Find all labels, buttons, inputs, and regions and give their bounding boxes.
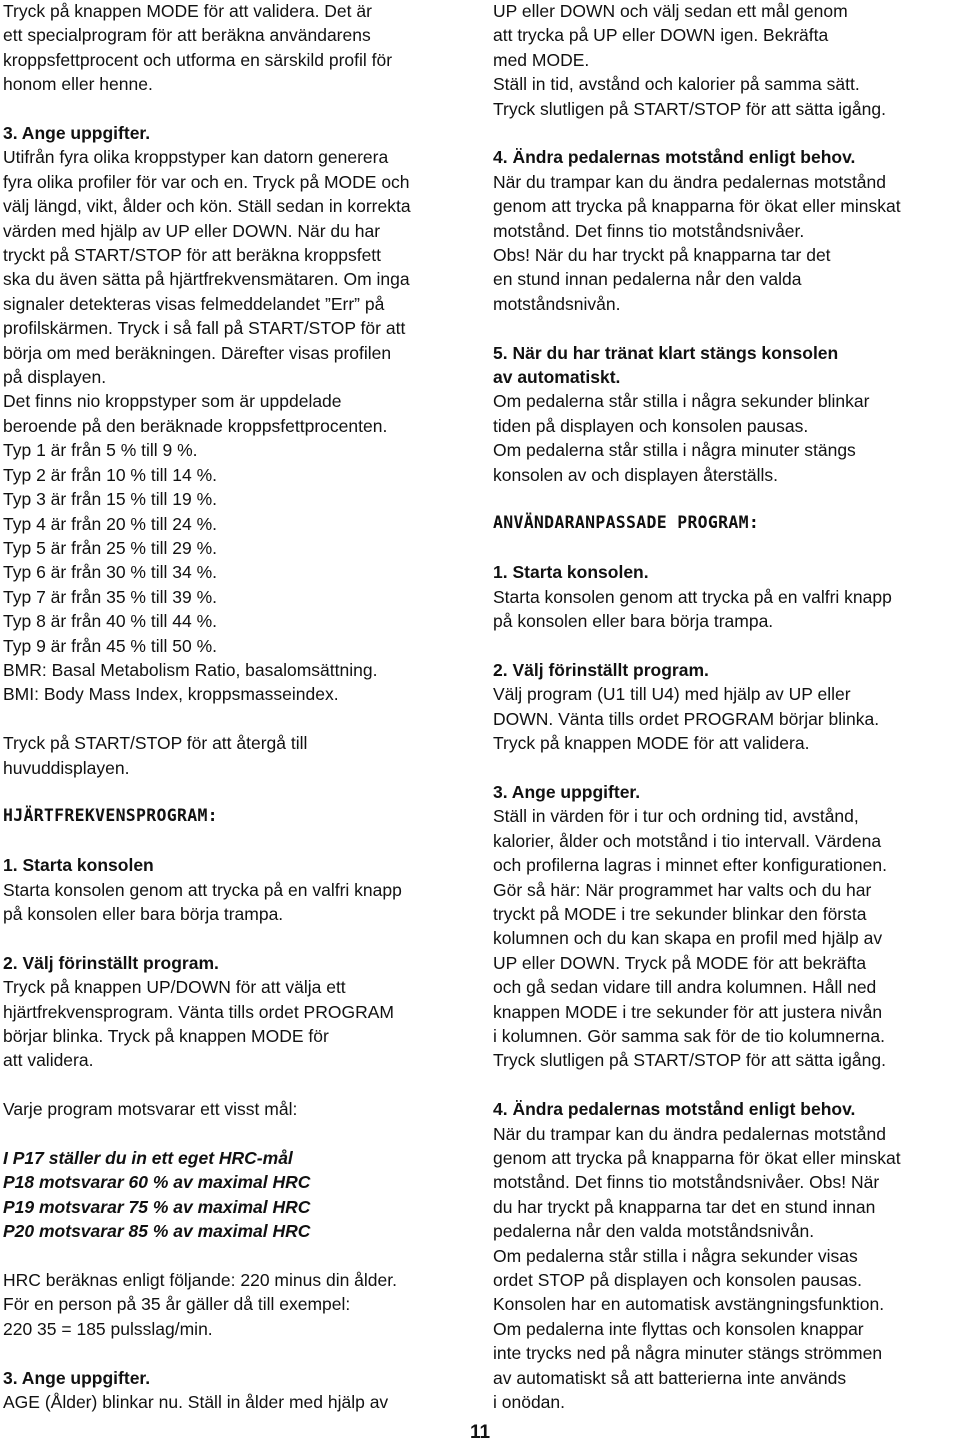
text-line: Det finns nio kroppstyper som är uppdelade <box>3 391 342 412</box>
text-line: BMR: Basal Metabolism Ratio, basalomsättning. <box>3 659 378 680</box>
text-line: Tryck på knappen UP/DOWN för att välja ett <box>3 977 346 998</box>
section-heading: 1. Starta konsolen. <box>493 562 649 583</box>
text-line: När du trampar kan du ändra pedalernas motstånd <box>493 1123 887 1144</box>
text-line: Typ 9 är från 45 % till 50 %. <box>3 635 217 656</box>
text-line: Om pedalerna står stilla i några minuter stängs <box>493 440 856 461</box>
text-line: ska du även sätta på hjärtfrekvensmätaren. Om inga <box>3 269 410 290</box>
section-heading: 3. Ange uppgifter. <box>3 123 151 144</box>
text-line: knappen MODE i tre sekunder för att justera nivån <box>493 1001 883 1022</box>
text-line: i onödan. <box>493 1392 566 1413</box>
text-line: huvuddisplayen. <box>3 757 130 778</box>
text-line: kolumnen och du kan skapa en profil med hjälp av <box>493 928 883 949</box>
text-line: BMI: Body Mass Index, kroppsmasseindex. <box>3 684 339 705</box>
text-line: Tryck slutligen på START/STOP för att sätta igång. <box>493 1050 886 1071</box>
section-heading: 4. Ändra pedalernas motstånd enligt behov. <box>493 1099 856 1120</box>
text-line: Tryck på knappen MODE för att validera. <box>493 733 810 754</box>
text-line: Typ 8 är från 40 % till 44 %. <box>3 611 217 632</box>
text-line: tiden på displayen och konsolen pausas. <box>493 415 809 436</box>
text-line: Typ 1 är från 5 % till 9 %. <box>3 440 198 461</box>
section-heading: av automatiskt. <box>493 367 621 388</box>
text-line: börjar blinka. Tryck på knappen MODE för <box>3 1025 329 1046</box>
section-heading: 4. Ändra pedalernas motstånd enligt behov. <box>493 147 856 168</box>
text-block <box>3 853 478 926</box>
text-line: motståndsnivån. <box>493 293 621 314</box>
left-column <box>3 0 478 1439</box>
section-heading: 1. Starta konsolen <box>3 855 154 876</box>
text-line: ordet STOP på displayen och konsolen pausas. <box>493 1270 863 1291</box>
text-line: kroppsfettprocent och utforma en särskild profil för <box>3 49 393 70</box>
section-heading: 5. När du har tränat klart stängs konsolen <box>493 342 839 363</box>
text-line: HRC beräknas enligt följande: 220 minus din ålder. <box>3 1270 397 1290</box>
text-line: på displayen. <box>3 367 107 388</box>
text-line: motstånd. Det finns tio motståndsnivåer. Obs! När <box>493 1172 880 1193</box>
right-column <box>493 0 960 1439</box>
text-line: värden med hjälp av UP eller DOWN. När du har <box>3 220 381 241</box>
text-line: Tryck på knappen MODE för att validera. Det är <box>3 1 372 21</box>
text-line: och profilerna lagras i minnet efter konfigurationen. <box>493 855 887 876</box>
text-block <box>3 1366 478 1415</box>
text-line: tryckt på START/STOP för att beräkna kroppsfett <box>3 245 382 266</box>
text-line: P19 motsvarar 75 % av maximal HRC <box>3 1196 311 1217</box>
text-line: ett specialprogram för att beräkna användarens <box>3 25 371 46</box>
text-line: genom att trycka på knapparna för ökat eller minskat <box>493 1147 901 1168</box>
text-line: på konsolen eller bara börja trampa. <box>3 903 284 924</box>
text-line: av automatiskt så att batterierna inte används <box>493 1367 847 1388</box>
text-line: hjärtfrekvensprogram. Vänta tills ordet PROGRAM <box>3 1001 394 1022</box>
section-heading: 2. Välj förinställt program. <box>3 952 219 973</box>
text-line: Om pedalerna inte flyttas och konsolen knappar <box>493 1318 864 1339</box>
text-block <box>3 0 478 97</box>
text-block <box>493 1097 960 1414</box>
text-line: Typ 4 är från 20 % till 24 %. <box>3 513 217 534</box>
text-line: inte trycks ned på några minuter stängs strömmen <box>493 1343 883 1364</box>
text-block <box>3 804 478 828</box>
section-heading: 3. Ange uppgifter. <box>3 1367 151 1388</box>
text-line: med MODE. <box>493 49 590 70</box>
text-line: motstånd. Det finns tio motståndsnivåer. <box>493 220 805 241</box>
text-line: Om pedalerna står stilla i några sekunder visas <box>493 1245 858 1266</box>
text-block <box>493 560 960 633</box>
text-block <box>493 0 960 121</box>
text-line: Tryck på START/STOP för att återgå till <box>3 733 308 754</box>
text-line: honom eller henne. <box>3 74 153 95</box>
text-line: När du trampar kan du ändra pedalernas motstånd <box>493 171 887 192</box>
text-line: signaler detekteras visas felmeddelandet ”Err” på <box>3 293 385 314</box>
text-line: Starta konsolen genom att trycka på en valfri knapp <box>493 586 892 607</box>
text-line: Gör så här: När programmet har valts och du har <box>493 879 872 900</box>
text-block <box>3 1146 478 1244</box>
text-line: att trycka på UP eller DOWN igen. Bekräfta <box>493 25 829 46</box>
text-line: Starta konsolen genom att trycka på en valfri knapp <box>3 879 402 900</box>
section-heading: 2. Välj förinställt program. <box>493 659 709 680</box>
text-line: beroende på den beräknade kroppsfettprocenten. <box>3 415 388 436</box>
text-line: Typ 7 är från 35 % till 39 %. <box>3 586 217 607</box>
text-block <box>3 1268 478 1341</box>
text-line: Typ 3 är från 15 % till 19 %. <box>3 489 217 510</box>
text-line: genom att trycka på knapparna för ökat eller minskat <box>493 196 901 217</box>
text-block <box>3 1097 478 1121</box>
text-line: Obs! När du har tryckt på knapparna tar det <box>493 245 831 266</box>
text-line: P18 motsvarar 60 % av maximal HRC <box>3 1172 311 1193</box>
text-line: Tryck slutligen på START/STOP för att sätta igång. <box>493 98 886 119</box>
text-line: börja om med beräkningen. Därefter visas profilen <box>3 342 392 363</box>
text-line: en stund innan pedalerna når den valda <box>493 269 802 290</box>
text-line: i kolumnen. Gör samma sak för de tio kolumnerna. <box>493 1025 885 1046</box>
text-block <box>493 780 960 1073</box>
text-block <box>3 951 478 1073</box>
text-line: UP eller DOWN. Tryck på MODE för att bekräfta <box>493 952 867 973</box>
text-line: DOWN. Vänta tills ordet PROGRAM börjar blinka. <box>493 708 880 729</box>
text-line: Konsolen har en automatisk avstängningsfunktion. <box>493 1294 885 1315</box>
text-line: P20 motsvarar 85 % av maximal HRC <box>3 1221 311 1242</box>
text-line: välj längd, vikt, ålder och kön. Ställ sedan in korrekta <box>3 196 411 217</box>
text-line: Ställ in tid, avstånd och kalorier på samma sätt. <box>493 74 860 95</box>
text-block <box>493 658 960 756</box>
text-block <box>493 341 960 487</box>
program-section-title: HJÄRTFREKVENSPROGRAM: <box>3 806 218 826</box>
text-line: Om pedalerna står stilla i några sekunder blinkar <box>493 391 870 412</box>
page-number: 11 <box>469 1422 491 1443</box>
text-line: på konsolen eller bara börja trampa. <box>493 611 774 632</box>
text-line: UP eller DOWN och välj sedan ett mål genom <box>493 1 848 21</box>
text-line: I P17 ställer du in ett eget HRC-mål <box>3 1147 293 1168</box>
text-block <box>3 121 478 707</box>
text-line: AGE (Ålder) blinkar nu. Ställ in ålder med hjälp av <box>3 1392 389 1413</box>
program-section-title: ANVÄNDARANPASSADE PROGRAM: <box>493 513 760 533</box>
text-block <box>3 731 478 780</box>
text-line: Varje program motsvarar ett visst mål: <box>3 1099 298 1120</box>
text-line: du har tryckt på knapparna tar det en stund innan <box>493 1196 876 1217</box>
text-line: Ställ in värden för i tur och ordning tid, avstånd, <box>493 806 859 827</box>
text-line: profilskärmen. Tryck i så fall på START/STOP för att <box>3 318 406 339</box>
text-line: För en person på 35 år gäller då till exempel: <box>3 1294 351 1315</box>
text-line: Typ 2 är från 10 % till 14 %. <box>3 464 217 485</box>
text-line: konsolen av och displayen återställs. <box>493 464 779 485</box>
text-line: fyra olika profiler för var och en. Tryck på MODE och <box>3 171 410 192</box>
text-line: kalorier, ålder och motstånd i tio intervall. Värdena <box>493 830 882 851</box>
text-line: och gå sedan vidare till andra kolumnen. Håll ned <box>493 977 877 998</box>
text-line: att validera. <box>3 1050 94 1071</box>
text-block <box>493 145 960 316</box>
text-line: pedalerna når den valda motståndsnivån. <box>493 1221 815 1242</box>
text-line: tryckt på MODE i tre sekunder blinkar den första <box>493 903 867 924</box>
text-line: Typ 5 är från 25 % till 29 %. <box>3 537 217 558</box>
text-block <box>493 511 960 535</box>
text-line: Typ 6 är från 30 % till 34 %. <box>3 562 217 583</box>
section-heading: 3. Ange uppgifter. <box>493 781 641 802</box>
text-line: Utifrån fyra olika kroppstyper kan datorn generera <box>3 147 389 168</box>
text-line: 220 35 = 185 pulsslag/min. <box>3 1318 213 1339</box>
text-line: Välj program (U1 till U4) med hjälp av UP eller <box>493 684 851 705</box>
